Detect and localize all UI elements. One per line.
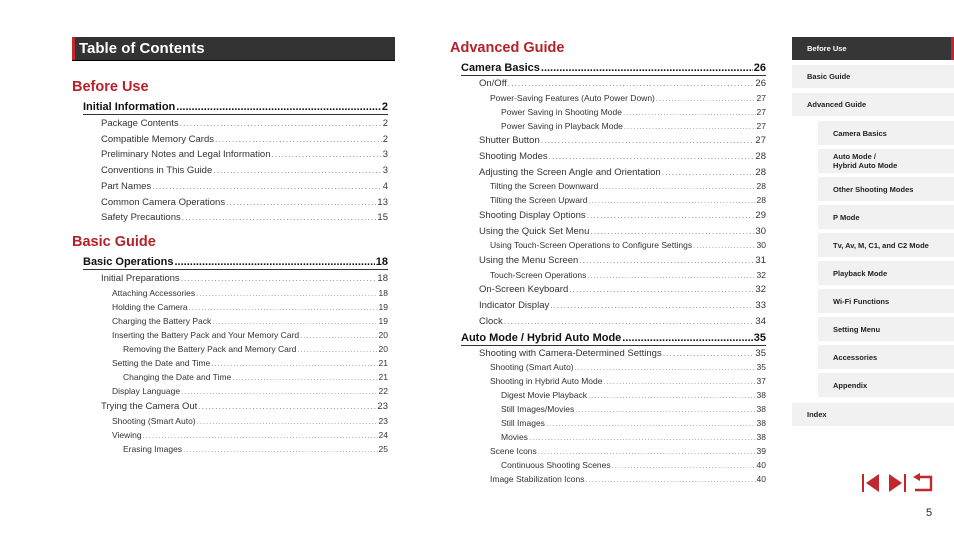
toc-entry[interactable] [461,62,766,76]
toc-entry[interactable] [490,474,766,484]
toc-entry-title: Auto Mode / Hybrid Auto Mode [461,331,622,344]
sidebar-subitem[interactable] [818,317,954,341]
toc-entry-page: 32 [756,269,766,280]
dot-leader [213,165,381,175]
toc-entry-page: 38 [756,418,766,429]
dot-leader [272,149,382,159]
dot-leader [181,273,377,283]
toc-entry[interactable] [461,332,766,346]
toc-entry-page: 28 [756,195,766,206]
toc-entry-title: Power Saving in Playback Mode [501,120,623,131]
toc-entry-title: Package Contents [101,118,179,129]
toc-entry-page: 2 [382,118,388,129]
toc-entry[interactable] [501,107,766,117]
toc-entry[interactable] [112,386,388,396]
toc-entry[interactable] [112,316,388,326]
sidebar-subitem-label: Setting Menu [833,324,881,334]
dot-leader [587,210,755,220]
dot-leader [612,461,756,470]
toc-entry-title: Power Saving in Shooting Mode [501,106,622,117]
toc-entry-page: 32 [755,284,766,296]
toc-entry-title: Display Language [112,386,181,396]
toc-entry-page: 18 [377,273,388,284]
sidebar-subitem[interactable] [818,121,954,145]
prev-page-icon [861,473,881,493]
toc-entry-title: Charging the Battery Pack [112,316,212,326]
toc-entry[interactable] [479,151,766,162]
toc-entry[interactable] [83,101,388,115]
next-page-button[interactable] [886,472,908,494]
toc-entry-page: 26 [753,62,766,74]
toc-entry[interactable] [112,288,388,298]
dot-leader [579,255,754,265]
sidebar-subitem[interactable] [818,177,954,201]
dot-leader [211,359,377,368]
toc-entry-title: Still Images [501,418,545,429]
toc-entry-page: 21 [378,372,388,382]
dot-leader [232,373,377,382]
toc-entry-page: 31 [755,255,766,266]
section-title-before-use: Before Use [72,79,149,95]
toc-entry[interactable] [479,226,766,237]
dot-leader [599,182,755,191]
toc-entry[interactable] [490,270,766,280]
toc-entry-title: Conventions in This Guide [101,165,213,177]
toc-entry[interactable] [479,316,766,327]
toc-entry-title: Shooting with Camera-Determined Settings [479,347,662,359]
dot-leader [504,316,755,326]
toc-entry-page: 27 [756,120,766,131]
sidebar-subitem-label: Camera Basics [833,128,887,138]
toc-entry-title: Indicator Display [479,300,550,311]
dot-leader [181,387,377,396]
toc-entry-title: Tilting the Screen Upward [490,195,588,206]
toc-entry[interactable] [490,446,766,456]
toc-entry[interactable] [490,93,766,103]
toc-entry-page: 33 [755,300,766,311]
toc-entry-page: 13 [377,196,388,208]
sidebar-item-label: Basic Guide [807,72,851,81]
dot-leader [143,431,378,440]
dot-leader [550,300,754,310]
toc-entry-page: 28 [755,151,766,162]
toc-entry-page: 22 [378,386,388,396]
sidebar-item-before-use[interactable] [792,37,954,60]
toc-entry-title: On-Screen Keyboard [479,284,569,296]
toc-entry[interactable] [490,362,766,372]
dot-leader [529,433,756,442]
toc-entry-page: 25 [378,444,388,454]
dot-leader [588,391,756,400]
toc-entry-title: Shooting (Smart Auto) [112,416,196,426]
toc-entry[interactable] [479,167,766,178]
dot-leader [587,271,755,280]
toc-entry-page: 35 [756,362,766,373]
toc-entry-page: 20 [378,330,388,340]
toc-entry-title: Holding the Camera [112,302,188,312]
toc-entry-page: 35 [753,331,766,344]
sidebar-item-basic-guide[interactable] [792,65,954,88]
toc-entry-title: Using the Quick Set Menu [479,225,590,237]
toc-entry-page: 28 [756,181,766,192]
dot-leader [198,401,376,411]
toc-entry-title: Changing the Date and Time [123,372,232,382]
toc-entry-title: On/Off [479,78,507,89]
toc-entry-title: Inserting the Battery Pack and Your Memory Card [112,330,300,340]
toc-entry[interactable] [101,181,388,192]
dot-leader [297,345,377,354]
dot-leader [541,62,753,74]
sidebar-subitem-label: Wi-Fi Functions [833,296,890,306]
toc-entry[interactable] [479,135,766,146]
sidebar-item-label: Index [807,410,827,419]
toc-entry[interactable] [101,273,388,284]
toc-entry-page: 29 [755,210,766,221]
dot-leader [575,405,755,414]
toc-entry[interactable] [490,181,766,191]
dot-leader [541,135,755,145]
toc-entry[interactable] [123,344,388,354]
toc-entry[interactable] [479,210,766,221]
dot-leader [183,445,377,454]
toc-entry[interactable] [112,430,388,440]
toc-entry[interactable] [101,212,388,223]
toc-entry-page: 38 [756,390,766,401]
toc-entry-page: 26 [755,78,766,89]
sidebar-item-label: Before Use [807,44,847,53]
toc-entry-title: Continuous Shooting Scenes [501,460,611,471]
toc-entry-title: Using Touch-Screen Operations to Configure Settings [490,240,693,251]
dot-leader [623,108,756,117]
return-button[interactable] [912,472,934,494]
toc-entry-page: 35 [755,347,766,359]
toc-entry[interactable] [101,149,388,160]
dot-leader [300,331,377,340]
toc-entry-title: Movies [501,432,528,443]
toc-entry[interactable] [112,330,388,340]
toc-entry[interactable] [112,302,388,312]
toc-entry-title: Scene Icons [490,446,537,457]
sidebar-subitem[interactable] [818,149,954,173]
toc-entry-page: 34 [755,315,766,327]
dot-leader [176,101,381,113]
dot-leader [196,289,377,298]
toc-entry[interactable] [479,255,766,266]
toc-entry-title: Viewing [112,430,142,440]
dot-leader [662,167,755,177]
section-title-basic-guide: Basic Guide [72,234,156,250]
dot-leader [693,241,755,250]
toc-entry-page: 40 [756,460,766,471]
toc-entry-title: Digest Movie Playback [501,390,587,401]
sidebar-subitem-label: P Mode [833,212,860,222]
toc-entry-title: Compatible Memory Cards [101,133,214,145]
section-title-advanced-guide: Advanced Guide [450,40,565,56]
toc-entry-title: Shooting in Hybrid Auto Mode [490,376,603,387]
sidebar-item-label: Advanced Guide [807,100,867,109]
dot-leader [546,419,756,428]
toc-entry[interactable] [123,372,388,382]
toc-entry-page: 23 [378,416,388,426]
dot-leader [586,475,756,484]
sidebar-subitem-label: Auto Mode / Hybrid Auto Mode [833,152,898,170]
toc-entry[interactable] [123,444,388,454]
sidebar-subitem-label: Other Shooting Modes [833,184,914,194]
dot-leader [663,348,755,358]
toc-entry[interactable] [101,197,388,208]
toc-entry-page: 24 [378,430,388,440]
toc-entry[interactable] [490,195,766,205]
toc-entry-page: 38 [756,432,766,443]
toc-entry-page: 40 [756,474,766,485]
toc-entry-page: 28 [755,166,766,178]
toc-entry-title: Shooting (Smart Auto) [490,362,574,373]
toc-entry-title: Power-Saving Features (Auto Power Down) [490,92,655,103]
dot-leader [215,134,382,144]
toc-entry-title: Preliminary Notes and Legal Information [101,149,271,161]
toc-entry-title: Using the Menu Screen [479,255,579,266]
toc-entry[interactable] [101,134,388,145]
toc-entry-page: 27 [756,106,766,117]
toc-entry-title: Common Camera Operations [101,196,226,208]
toc-entry[interactable] [501,390,766,400]
toc-entry-title: Attaching Accessories [112,288,196,298]
toc-entry[interactable] [479,284,766,295]
toc-entry-page: 18 [375,256,388,268]
toc-entry-page: 20 [378,344,388,354]
toc-entry-title: Initial Preparations [101,273,180,284]
toc-entry-page: 39 [756,446,766,457]
toc-entry[interactable] [101,165,388,176]
toc-entry-page: 27 [756,92,766,103]
toc-entry-page: 37 [756,376,766,387]
toc-entry-page: 2 [381,101,388,113]
toc-entry-page: 3 [382,165,388,177]
dot-leader [656,94,756,103]
toc-entry[interactable] [501,460,766,470]
toc-entry[interactable] [83,256,388,270]
toc-entry-page: 4 [382,180,388,192]
toc-entry[interactable] [112,358,388,368]
toc-entry-title: Clock [479,315,503,327]
toc-entry-page: 18 [378,288,388,298]
dot-leader [182,212,377,222]
toc-entry-title: Basic Operations [83,256,174,268]
prev-page-button[interactable] [860,472,882,494]
sidebar-subitem-label: Tv, Av, M, C1, and C2 Mode [833,240,929,250]
dot-leader [575,363,756,372]
toc-entry-page: 23 [377,401,388,412]
dot-leader [197,417,378,426]
dot-leader [180,118,382,128]
toc-entry[interactable] [490,240,766,250]
dot-leader [189,303,378,312]
toc-entry-page: 27 [755,135,766,147]
return-icon [912,473,934,493]
toc-entry[interactable] [501,404,766,414]
sidebar-item-index[interactable] [792,403,954,426]
toc-entry-title: Adjusting the Screen Angle and Orientation [479,166,661,178]
toc-entry-page: 3 [382,149,388,161]
toc-entry-title: Part Names [101,180,152,192]
toc-entry-page: 19 [378,302,388,312]
dot-leader [569,284,754,294]
dot-leader [624,122,756,131]
dot-leader [174,256,374,268]
dot-leader [588,196,755,205]
sidebar-subitem[interactable] [818,233,954,257]
sidebar-subitem-label: Playback Mode [833,268,888,278]
toc-entry-title: Setting the Date and Time [112,358,211,368]
page-number: 5 [926,507,933,519]
dot-leader [508,78,755,88]
sidebar-subitem[interactable] [818,345,954,369]
toc-entry[interactable] [501,121,766,131]
toc-entry[interactable] [490,376,766,386]
sidebar-subitem-label: Accessories [833,352,878,362]
sidebar-subitem[interactable] [818,205,954,229]
toc-entry-title: Touch-Screen Operations [490,269,587,280]
sidebar-subitem[interactable] [818,261,954,285]
toc-entry[interactable] [501,418,766,428]
toc-entry-title: Camera Basics [461,62,540,74]
toc-entry-title: Initial Information [83,101,176,113]
toc-entry-title: Shutter Button [479,135,540,147]
toc-entry[interactable] [101,118,388,129]
toc-entry-title: Shooting Display Options [479,210,586,221]
sidebar-subitem[interactable] [818,373,954,397]
toc-entry-title: Image Stabilization Icons [490,474,585,485]
dot-leader [603,377,755,386]
dot-leader [226,197,376,207]
sidebar-item-advanced-guide[interactable] [792,93,954,116]
next-page-icon [887,473,907,493]
page-navigation [860,472,934,494]
toc-entry-page: 30 [756,240,766,251]
dot-leader [622,332,752,344]
toc-entry-title: Safety Precautions [101,212,181,224]
toc-entry-title: Tilting the Screen Downward [490,181,599,192]
toc-entry[interactable] [479,348,766,359]
toc-entry-title: Erasing Images [123,444,183,454]
toc-entry-title: Removing the Battery Pack and Memory Card [123,344,297,354]
toc-entry[interactable] [112,416,388,426]
toc-entry-title: Trying the Camera Out [101,401,198,412]
dot-leader [549,151,755,161]
toc-entry-page: 19 [378,316,388,326]
toc-entry-title: Still Images/Movies [501,404,575,415]
dot-leader [212,317,377,326]
toc-entry-page: 38 [756,404,766,415]
toc-entry[interactable] [101,401,388,412]
toc-entry-page: 2 [382,133,388,145]
toc-entry[interactable] [479,78,766,89]
dot-leader [538,447,756,456]
toc-entry[interactable] [501,432,766,442]
dot-leader [152,181,382,191]
toc-entry-page: 15 [377,212,388,224]
sidebar-subitem[interactable] [818,289,954,313]
toc-entry[interactable] [479,300,766,311]
toc-header: Table of Contents [72,37,395,61]
dot-leader [590,226,754,236]
sidebar-subitem-label: Appendix [833,380,868,390]
toc-entry-page: 30 [755,225,766,237]
toc-entry-title: Shooting Modes [479,151,548,162]
toc-entry-page: 21 [378,358,388,368]
